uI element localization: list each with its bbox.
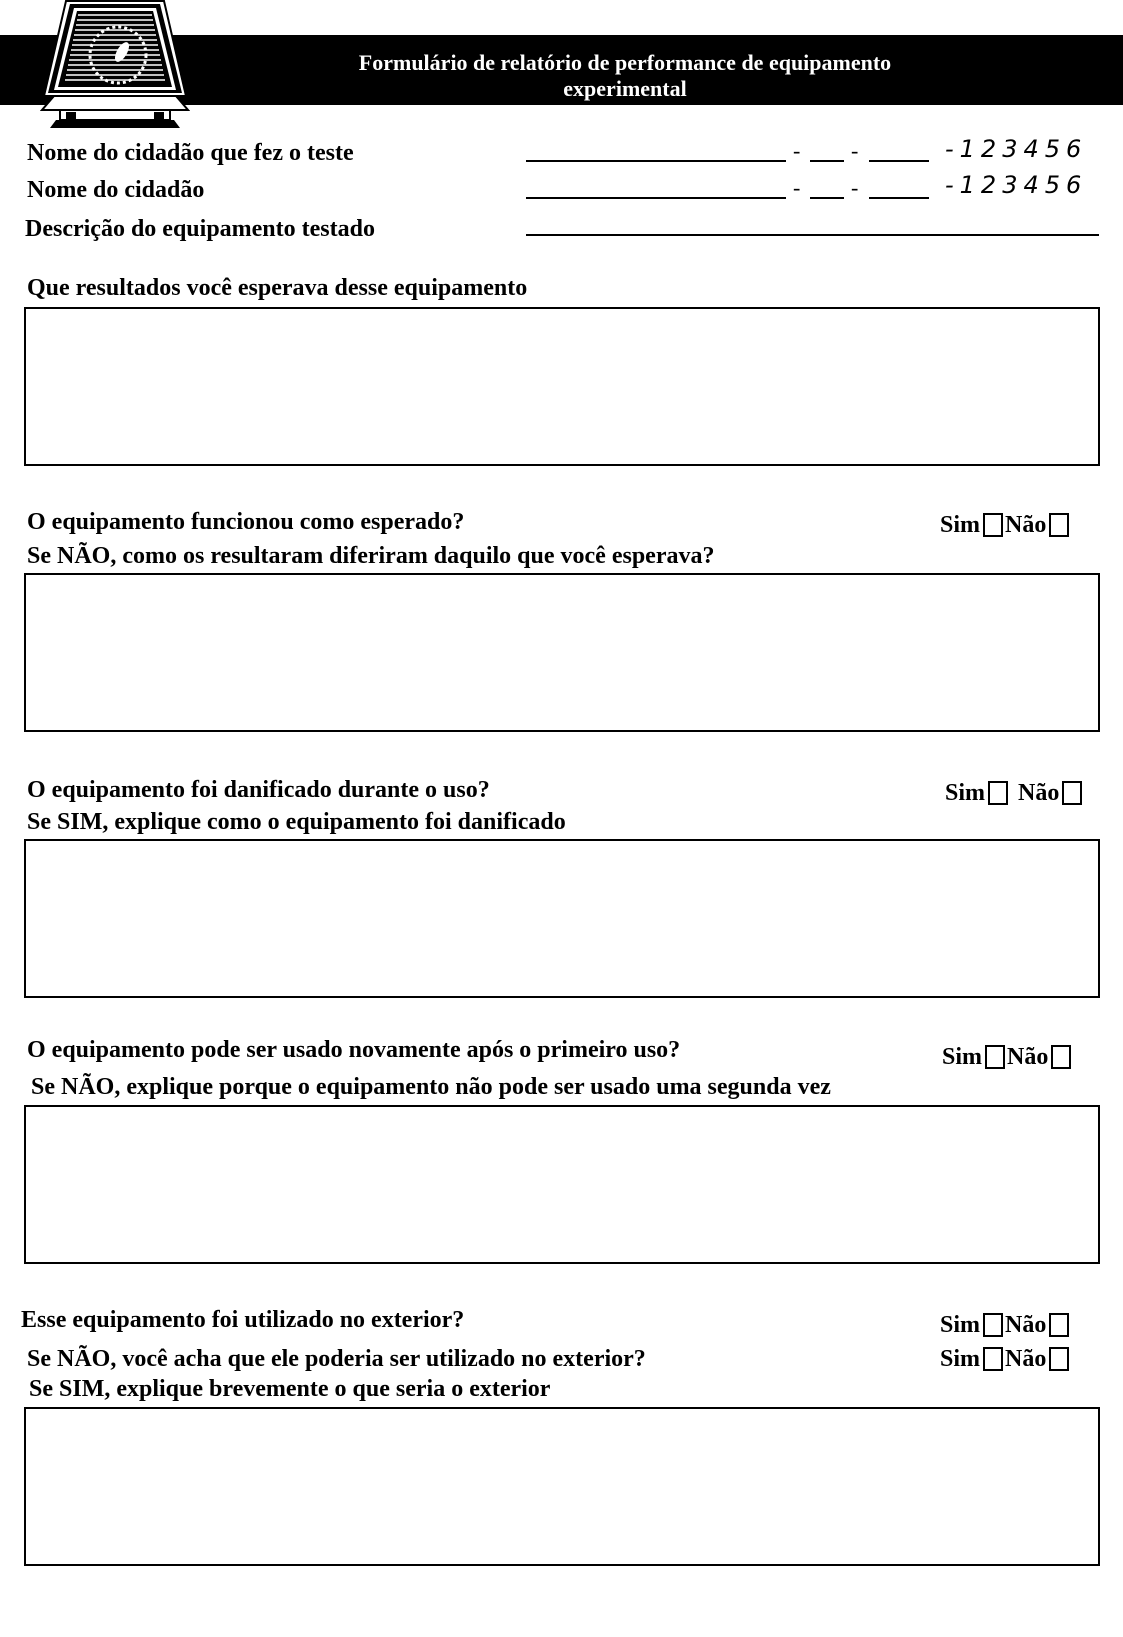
- expected-results-question: Que resultados você esperava desse equipamento: [27, 275, 528, 301]
- no-label: Não: [1005, 1346, 1047, 1372]
- equipment-gauge-logo-icon: [40, 0, 190, 130]
- citizen-dash-2: -: [851, 175, 859, 200]
- damaged-options: [945, 779, 1084, 807]
- no-label: Não: [1018, 780, 1060, 806]
- could-be-used-abroad-options: [940, 1345, 1071, 1373]
- equipment-description-label: Descrição do equipamento testado: [25, 216, 375, 242]
- tester-code-field-2[interactable]: [869, 160, 929, 162]
- used-abroad-no-checkbox[interactable]: [1049, 1313, 1069, 1337]
- worked-followup-question: Se NÃO, como os resultaram diferiram daquilo que você esperava?: [27, 543, 715, 569]
- damaged-yes-checkbox[interactable]: [988, 781, 1008, 805]
- citizen-name-label: Nome do cidadão: [27, 177, 205, 203]
- reusable-followup-question: Se NÃO, explique porque o equipamento não pode ser usado uma segunda vez: [31, 1074, 831, 1100]
- reusable-followup-textarea[interactable]: [24, 1105, 1100, 1264]
- yes-label: Sim: [942, 1044, 983, 1070]
- reusable-question: O equipamento pode ser usado novamente após o primeiro uso?: [27, 1037, 681, 1063]
- worked-as-expected-options: [940, 511, 1071, 539]
- reusable-no-checkbox[interactable]: [1051, 1045, 1071, 1069]
- form-title-line2: experimental: [563, 76, 687, 101]
- tester-dash-1: -: [793, 138, 801, 163]
- citizen-code-field-1[interactable]: [810, 197, 844, 199]
- abroad-explain-question: Se SIM, explique brevemente o que seria o exterior: [29, 1376, 551, 1402]
- damaged-question: O equipamento foi danificado durante o uso?: [27, 777, 490, 803]
- yes-label: Sim: [945, 780, 986, 806]
- damaged-followup-textarea[interactable]: [24, 839, 1100, 998]
- worked-yes-checkbox[interactable]: [983, 513, 1003, 537]
- no-label: Não: [1005, 1312, 1047, 1338]
- tester-dash-2: -: [851, 138, 859, 163]
- citizen-name-field[interactable]: [526, 197, 786, 199]
- abroad-explain-textarea[interactable]: [24, 1407, 1100, 1566]
- reusable-options: [942, 1043, 1073, 1071]
- no-label: Não: [1007, 1044, 1049, 1070]
- citizen-code-field-2[interactable]: [869, 197, 929, 199]
- could-be-used-abroad-no-checkbox[interactable]: [1049, 1347, 1069, 1371]
- yes-label: Sim: [940, 512, 981, 538]
- used-abroad-yes-checkbox[interactable]: [983, 1313, 1003, 1337]
- form-title: [250, 50, 1000, 102]
- yes-label: Sim: [940, 1346, 981, 1372]
- used-abroad-question: Esse equipamento foi utilizado no exterior?: [21, 1307, 465, 1333]
- expected-results-textarea[interactable]: [24, 307, 1100, 466]
- damaged-no-checkbox[interactable]: [1062, 781, 1082, 805]
- tester-name-label: Nome do cidadão que fez o teste: [27, 140, 354, 166]
- yes-label: Sim: [940, 1312, 981, 1338]
- worked-followup-textarea[interactable]: [24, 573, 1100, 732]
- reusable-yes-checkbox[interactable]: [985, 1045, 1005, 1069]
- could-be-used-abroad-yes-checkbox[interactable]: [983, 1347, 1003, 1371]
- damaged-followup-question: Se SIM, explique como o equipamento foi danificado: [27, 809, 566, 835]
- tester-serial-number: -123456: [945, 135, 1088, 163]
- no-label: Não: [1005, 512, 1047, 538]
- citizen-serial-number: -123456: [945, 171, 1088, 199]
- equipment-description-field[interactable]: [526, 234, 1099, 236]
- citizen-dash-1: -: [793, 175, 801, 200]
- form-title-line1: Formulário de relatório de performance de equipamento: [358, 50, 892, 75]
- tester-code-field-1[interactable]: [810, 160, 844, 162]
- used-abroad-options: [940, 1311, 1071, 1339]
- tester-name-field[interactable]: [526, 160, 786, 162]
- worked-as-expected-question: O equipamento funcionou como esperado?: [27, 509, 465, 535]
- could-be-used-abroad-question: Se NÃO, você acha que ele poderia ser utilizado no exterior?: [27, 1346, 646, 1372]
- worked-no-checkbox[interactable]: [1049, 513, 1069, 537]
